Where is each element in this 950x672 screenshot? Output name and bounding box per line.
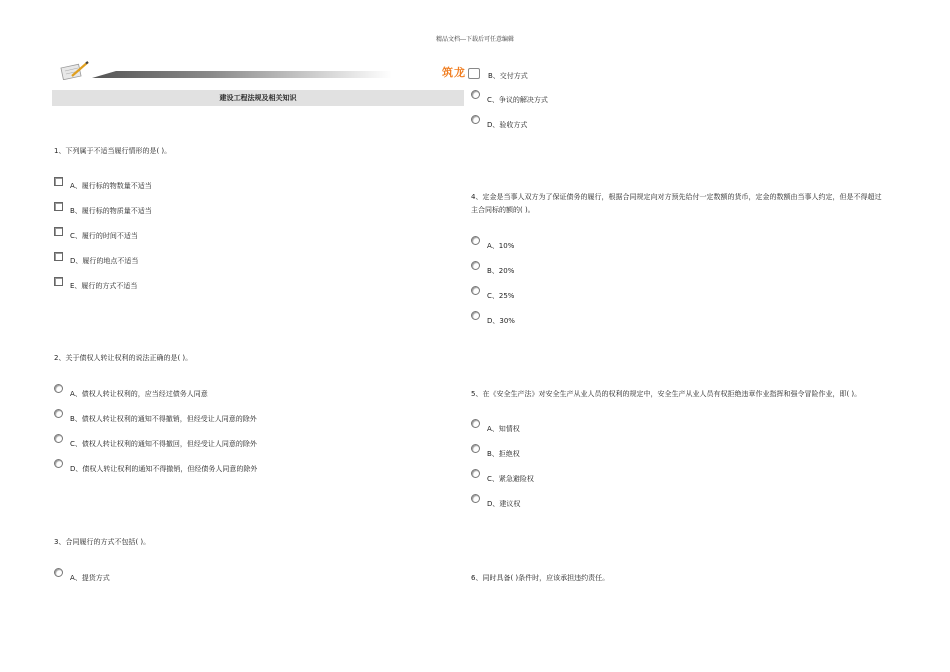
checkbox-q1-a[interactable]: [54, 177, 63, 186]
option-q2-d: D、债权人转让权利的通知不得撤销，但经债务人同意的除外: [70, 465, 258, 473]
logo-box-icon: [468, 68, 480, 79]
radio-q5-b[interactable]: [471, 444, 480, 453]
radio-q3-a[interactable]: [54, 568, 63, 577]
option-q2-b: B、债权人转让权利的通知不得撤销，但经受让人同意的除外: [70, 415, 257, 423]
question-4-line1: 4、定金是当事人双方为了保证债务的履行，根据合同规定向对方预先给付一定数额的货币，定金的数额由当事人约定，但是不得超过: [471, 193, 882, 201]
question-5: 5、在《安全生产法》对安全生产从业人员的权利的规定中，安全生产从业人员有权拒绝违章作业指挥和强令冒险作业，即( )。: [471, 390, 862, 398]
option-q2-a: A、债权人转让权利的，应当经过债务人同意: [70, 390, 208, 398]
option-q4-d: D、30%: [487, 317, 515, 325]
radio-q4-a[interactable]: [471, 236, 480, 245]
option-q1-e: E、履行的方式不适当: [70, 282, 138, 290]
radio-q5-c[interactable]: [471, 469, 480, 478]
brand-logo-text: 筑龙: [442, 66, 466, 79]
checkbox-q1-b[interactable]: [54, 202, 63, 211]
checkbox-q1-e[interactable]: [54, 277, 63, 286]
option-q3-b-partial: [488, 71, 530, 81]
radio-q5-a[interactable]: [471, 419, 480, 428]
question-2: 2、关于债权人转让权利的说法正确的是( )。: [54, 354, 193, 362]
notebook-pencil-icon: [60, 60, 90, 80]
radio-q2-a[interactable]: [54, 384, 63, 393]
section-title: 建设工程法规及相关知识: [52, 90, 464, 106]
option-q4-b: B、20%: [487, 267, 515, 275]
radio-q4-d[interactable]: [471, 311, 480, 320]
option-q1-b: B、履行标的物质量不适当: [70, 207, 152, 215]
option-q5-d: D、建议权: [487, 500, 521, 508]
checkbox-q1-d[interactable]: [54, 252, 63, 261]
page-header: 精品文档---下载后可任意编辑: [435, 36, 515, 43]
radio-q2-c[interactable]: [54, 434, 63, 443]
option-q3-c: C、争议的解决方式: [487, 96, 548, 104]
option-q4-a: A、10%: [487, 242, 515, 250]
question-1: 1、下列属于不适当履行情形的是( )。: [54, 147, 172, 155]
radio-q5-d[interactable]: [471, 494, 480, 503]
option-q2-c: C、债权人转让权利的通知不得撤回，但经受让人同意的除外: [70, 440, 257, 448]
radio-q4-c[interactable]: [471, 286, 480, 295]
option-q1-a: A、履行标的物数量不适当: [70, 182, 152, 190]
banner-stripe: [92, 71, 392, 78]
radio-q2-b[interactable]: [54, 409, 63, 418]
question-6: 6、同时具备( )条件时，应该承担违约责任。: [471, 574, 610, 582]
question-4-line2: 主合同标的额的( )。: [471, 206, 535, 214]
radio-q3-c[interactable]: [471, 90, 480, 99]
option-q5-b: B、拒绝权: [487, 450, 520, 458]
radio-q4-b[interactable]: [471, 261, 480, 270]
brand-logo: [442, 64, 480, 80]
option-q1-c: C、履行的时间不适当: [70, 232, 138, 240]
question-3: 3、合同履行的方式不包括( )。: [54, 538, 151, 546]
option-q3-b-partial-text: B、交付方式: [488, 72, 528, 80]
option-q5-a: A、知情权: [487, 425, 520, 433]
option-q5-c: C、紧急避险权: [487, 475, 534, 483]
checkbox-q1-c[interactable]: [54, 227, 63, 236]
option-q3-d: D、验收方式: [487, 121, 528, 129]
radio-q3-d[interactable]: [471, 115, 480, 124]
option-q4-c: C、25%: [487, 292, 515, 300]
option-q1-d: D、履行的地点不适当: [70, 257, 139, 265]
radio-q2-d[interactable]: [54, 459, 63, 468]
option-q3-a: A、提货方式: [70, 574, 110, 582]
